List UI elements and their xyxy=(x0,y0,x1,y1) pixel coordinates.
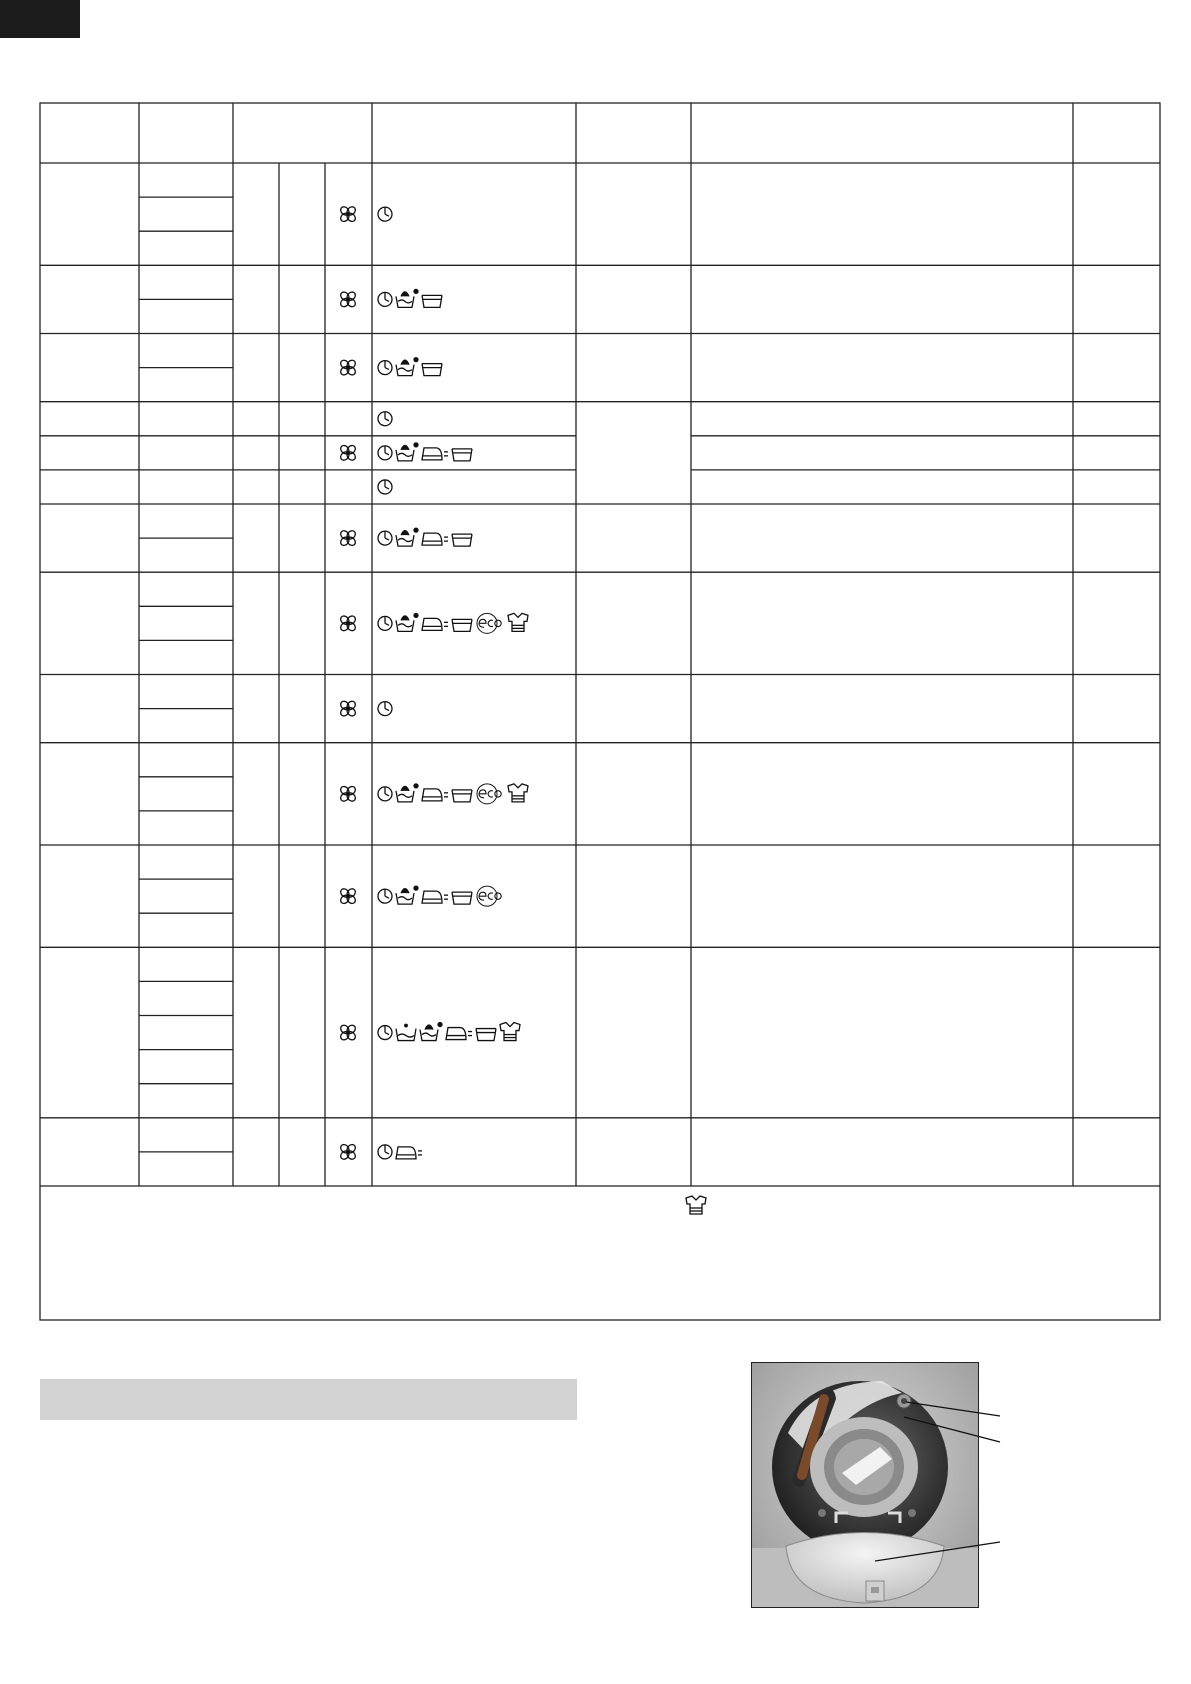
callout-line-3 xyxy=(875,1542,1000,1561)
callout-line-2 xyxy=(904,1417,1000,1442)
callout-line-1 xyxy=(906,1402,1000,1416)
